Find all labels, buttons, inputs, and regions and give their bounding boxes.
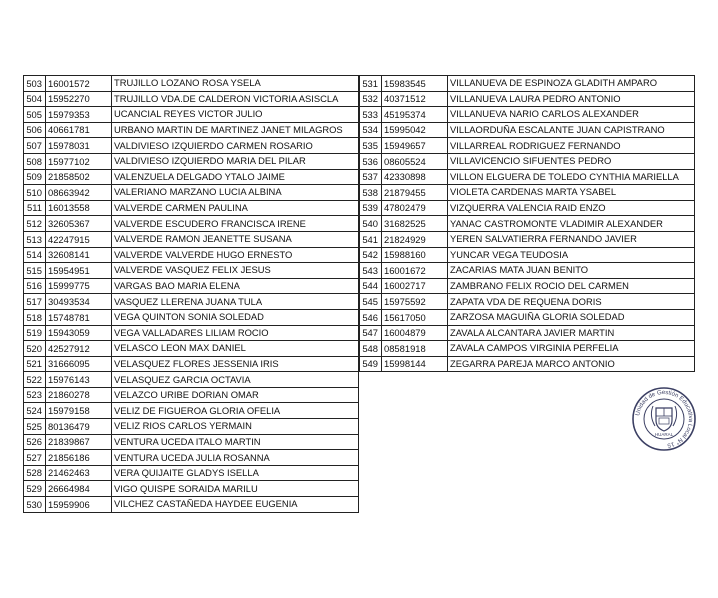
dni-cell: 21856186 [46, 450, 112, 466]
table-row [24, 263, 359, 279]
table-row [24, 107, 359, 123]
table-row [24, 76, 359, 92]
roster-table-right-body [360, 76, 695, 372]
dni-cell: 15748781 [46, 309, 112, 325]
row-number: 520 [24, 341, 46, 357]
name-cell: VELIZ DE FIGUEROA GLORIA OFELIA [112, 403, 359, 419]
name-cell: VILLAVICENCIO SIFUENTES PEDRO [448, 153, 695, 169]
table-row [360, 76, 695, 92]
dni-cell: 45195374 [382, 107, 448, 123]
dni-cell: 21860278 [46, 387, 112, 403]
dni-cell: 15617050 [382, 309, 448, 325]
row-number: 506 [24, 122, 46, 138]
row-number: 516 [24, 278, 46, 294]
row-number: 509 [24, 169, 46, 185]
dni-cell: 08605524 [382, 153, 448, 169]
row-number: 538 [360, 185, 382, 201]
table-row [24, 153, 359, 169]
dni-cell: 15954951 [46, 263, 112, 279]
table-row [360, 216, 695, 232]
row-number: 523 [24, 387, 46, 403]
name-cell: ZAMBRANO FELIX ROCIO DEL CARMEN [448, 278, 695, 294]
row-number: 504 [24, 91, 46, 107]
table-row [360, 325, 695, 341]
dni-cell: 15943059 [46, 325, 112, 341]
name-cell: VELASCO LEON MAX DANIEL [112, 341, 359, 357]
dni-cell: 15979353 [46, 107, 112, 123]
name-cell: VALVERDE RAMON JEANETTE SUSANA [112, 231, 359, 247]
dni-cell: 16013558 [46, 200, 112, 216]
dni-cell: 31666095 [46, 356, 112, 372]
name-cell: VILLANUEVA LAURA PEDRO ANTONIO [448, 91, 695, 107]
table-row [24, 341, 359, 357]
row-number: 514 [24, 247, 46, 263]
row-number: 540 [360, 216, 382, 232]
table-row [360, 247, 695, 263]
dni-cell: 21879455 [382, 185, 448, 201]
table-row [24, 138, 359, 154]
table-row [24, 294, 359, 310]
dni-cell: 15976143 [46, 372, 112, 388]
table-row [360, 91, 695, 107]
row-number: 524 [24, 403, 46, 419]
name-cell: ZEGARRA PAREJA MARCO ANTONIO [448, 356, 695, 372]
seal-bottom-text: HUARAL [654, 432, 674, 437]
row-number: 546 [360, 309, 382, 325]
roster-table-left [23, 75, 359, 513]
row-number: 510 [24, 185, 46, 201]
row-number: 505 [24, 107, 46, 123]
name-cell: YEREN SALVATIERRA FERNANDO JAVIER [448, 231, 695, 247]
seal-coat-of-arms-icon [651, 406, 676, 431]
dni-cell: 15959906 [46, 497, 112, 513]
roster-table-right [359, 75, 695, 372]
table-row [360, 169, 695, 185]
dni-cell: 21839867 [46, 434, 112, 450]
name-cell: VALDIVIESO IZQUIERDO CARMEN ROSARIO [112, 138, 359, 154]
table-row [24, 403, 359, 419]
name-cell: YUNCAR VEGA TEUDOSIA [448, 247, 695, 263]
name-cell: VASQUEZ LLERENA JUANA TULA [112, 294, 359, 310]
dni-cell: 16001572 [46, 76, 112, 92]
row-number: 531 [360, 76, 382, 92]
official-seal-icon [631, 386, 697, 452]
table-row [360, 356, 695, 372]
dni-cell: 31682525 [382, 216, 448, 232]
name-cell: VALVERDE CARMEN PAULINA [112, 200, 359, 216]
dni-cell: 21858502 [46, 169, 112, 185]
dni-cell: 08663942 [46, 185, 112, 201]
name-cell: VENTURA UCEDA JULIA ROSANNA [112, 450, 359, 466]
table-row [360, 138, 695, 154]
name-cell: VILLANUEVA NARIO CARLOS ALEXANDER [448, 107, 695, 123]
dni-cell: 32608141 [46, 247, 112, 263]
name-cell: VARGAS BAO MARIA ELENA [112, 278, 359, 294]
row-number: 519 [24, 325, 46, 341]
table-row [24, 465, 359, 481]
row-number: 548 [360, 341, 382, 357]
row-number: 511 [24, 200, 46, 216]
table-row [24, 185, 359, 201]
roster-table-left-body [24, 76, 359, 513]
name-cell: URBANO MARTIN DE MARTINEZ JANET MILAGROS [112, 122, 359, 138]
row-number: 544 [360, 278, 382, 294]
dni-cell: 21824929 [382, 231, 448, 247]
name-cell: VELASQUEZ GARCIA OCTAVIA [112, 372, 359, 388]
seal-outer-ring [633, 388, 695, 450]
table-row [360, 231, 695, 247]
name-cell: UCANCIAL REYES VICTOR JULIO [112, 107, 359, 123]
table-row [24, 497, 359, 513]
name-cell: YANAC CASTROMONTE VLADIMIR ALEXANDER [448, 216, 695, 232]
row-number: 549 [360, 356, 382, 372]
name-cell: TRUJILLO VDA.DE CALDERON VICTORIA ASISCLA [112, 91, 359, 107]
row-number: 530 [24, 497, 46, 513]
dni-cell: 16001672 [382, 263, 448, 279]
name-cell: ZAPATA VDA DE REQUENA DORIS [448, 294, 695, 310]
table-row [360, 341, 695, 357]
name-cell: VENTURA UCEDA ITALO MARTIN [112, 434, 359, 450]
row-number: 541 [360, 231, 382, 247]
table-row [24, 231, 359, 247]
name-cell: VIOLETA CARDENAS MARTA YSABEL [448, 185, 695, 201]
table-row [24, 419, 359, 435]
row-number: 535 [360, 138, 382, 154]
table-row [360, 107, 695, 123]
row-number: 513 [24, 231, 46, 247]
dni-cell: 47802479 [382, 200, 448, 216]
table-row [24, 356, 359, 372]
dni-cell: 15998144 [382, 356, 448, 372]
row-number: 543 [360, 263, 382, 279]
table-row [24, 169, 359, 185]
table-row [360, 263, 695, 279]
name-cell: ZARZOSA MAGUIÑA GLORIA SOLEDAD [448, 309, 695, 325]
table-row [360, 278, 695, 294]
table-row [24, 122, 359, 138]
table-row [24, 309, 359, 325]
dni-cell: 42330898 [382, 169, 448, 185]
name-cell: VALENZUELA DELGADO YTALO JAIME [112, 169, 359, 185]
name-cell: VELASQUEZ FLORES JESSENIA IRIS [112, 356, 359, 372]
table-row [360, 309, 695, 325]
table-row [360, 153, 695, 169]
row-number: 512 [24, 216, 46, 232]
seal-ring-text: Unidad de Gestión Educativa Local N° 15 [635, 389, 694, 448]
name-cell: VEGA QUINTON SONIA SOLEDAD [112, 309, 359, 325]
table-row [24, 247, 359, 263]
dni-cell: 15952270 [46, 91, 112, 107]
table-row [360, 185, 695, 201]
row-number: 547 [360, 325, 382, 341]
dni-cell: 15995042 [382, 122, 448, 138]
name-cell: VILLAORDUÑA ESCALANTE JUAN CAPISTRANO [448, 122, 695, 138]
table-row [24, 325, 359, 341]
name-cell: VELAZCO URIBE DORIAN OMAR [112, 387, 359, 403]
row-number: 534 [360, 122, 382, 138]
table-row [24, 278, 359, 294]
name-cell: VILLARREAL RODRIGUEZ FERNANDO [448, 138, 695, 154]
name-cell: VALERIANO MARZANO LUCIA ALBINA [112, 185, 359, 201]
row-number: 529 [24, 481, 46, 497]
dni-cell: 40371512 [382, 91, 448, 107]
row-number: 545 [360, 294, 382, 310]
row-number: 522 [24, 372, 46, 388]
row-number: 517 [24, 294, 46, 310]
row-number: 518 [24, 309, 46, 325]
dni-cell: 21462463 [46, 465, 112, 481]
dni-cell: 40661781 [46, 122, 112, 138]
name-cell: ZACARIAS MATA JUAN BENITO [448, 263, 695, 279]
table-row [24, 372, 359, 388]
dni-cell: 15983545 [382, 76, 448, 92]
table-row [24, 91, 359, 107]
table-row [24, 450, 359, 466]
name-cell: VIGO QUISPE SORAIDA MARILU [112, 481, 359, 497]
table-row [24, 387, 359, 403]
row-number: 507 [24, 138, 46, 154]
name-cell: VELIZ RIOS CARLOS YERMAIN [112, 419, 359, 435]
row-number: 532 [360, 91, 382, 107]
dni-cell: 15975592 [382, 294, 448, 310]
table-row [24, 216, 359, 232]
row-number: 533 [360, 107, 382, 123]
dni-cell: 15979158 [46, 403, 112, 419]
row-number: 521 [24, 356, 46, 372]
name-cell: VERA QUIJAITE GLADYS ISELLA [112, 465, 359, 481]
table-row [360, 294, 695, 310]
dni-cell: 15949657 [382, 138, 448, 154]
row-number: 539 [360, 200, 382, 216]
dni-cell: 42247915 [46, 231, 112, 247]
name-cell: VIZQUERRA VALENCIA RAID ENZO [448, 200, 695, 216]
name-cell: VALVERDE VASQUEZ FELIX JESUS [112, 263, 359, 279]
table-row [24, 434, 359, 450]
name-cell: VEGA VALLADARES LILIAM ROCIO [112, 325, 359, 341]
dni-cell: 08581918 [382, 341, 448, 357]
name-cell: ZAVALA ALCANTARA JAVIER MARTIN [448, 325, 695, 341]
dni-cell: 32605367 [46, 216, 112, 232]
name-cell: TRUJILLO LOZANO ROSA YSELA [112, 76, 359, 92]
name-cell: VALVERDE ESCUDERO FRANCISCA IRENE [112, 216, 359, 232]
name-cell: VALVERDE VALVERDE HUGO ERNESTO [112, 247, 359, 263]
dni-cell: 80136479 [46, 419, 112, 435]
dni-cell: 16004879 [382, 325, 448, 341]
row-number: 536 [360, 153, 382, 169]
dni-cell: 30493534 [46, 294, 112, 310]
row-number: 525 [24, 419, 46, 435]
dni-cell: 15999775 [46, 278, 112, 294]
row-number: 503 [24, 76, 46, 92]
table-row [360, 122, 695, 138]
dni-cell: 15977102 [46, 153, 112, 169]
name-cell: VALDIVIESO IZQUIERDO MARIA DEL PILAR [112, 153, 359, 169]
dni-cell: 42527912 [46, 341, 112, 357]
dni-cell: 26664984 [46, 481, 112, 497]
row-number: 537 [360, 169, 382, 185]
row-number: 527 [24, 450, 46, 466]
row-number: 508 [24, 153, 46, 169]
table-row [24, 200, 359, 216]
table-row [24, 481, 359, 497]
dni-cell: 16002717 [382, 278, 448, 294]
name-cell: ZAVALA CAMPOS VIRGINIA PERFELIA [448, 341, 695, 357]
row-number: 542 [360, 247, 382, 263]
dni-cell: 15988160 [382, 247, 448, 263]
row-number: 528 [24, 465, 46, 481]
dni-cell: 15978031 [46, 138, 112, 154]
row-number: 526 [24, 434, 46, 450]
row-number: 515 [24, 263, 46, 279]
name-cell: VILCHEZ CASTAÑEDA HAYDEE EUGENIA [112, 497, 359, 513]
name-cell: VILLON ELGUERA DE TOLEDO CYNTHIA MARIELLA [448, 169, 695, 185]
name-cell: VILLANUEVA DE ESPINOZA GLADITH AMPARO [448, 76, 695, 92]
table-row [360, 200, 695, 216]
